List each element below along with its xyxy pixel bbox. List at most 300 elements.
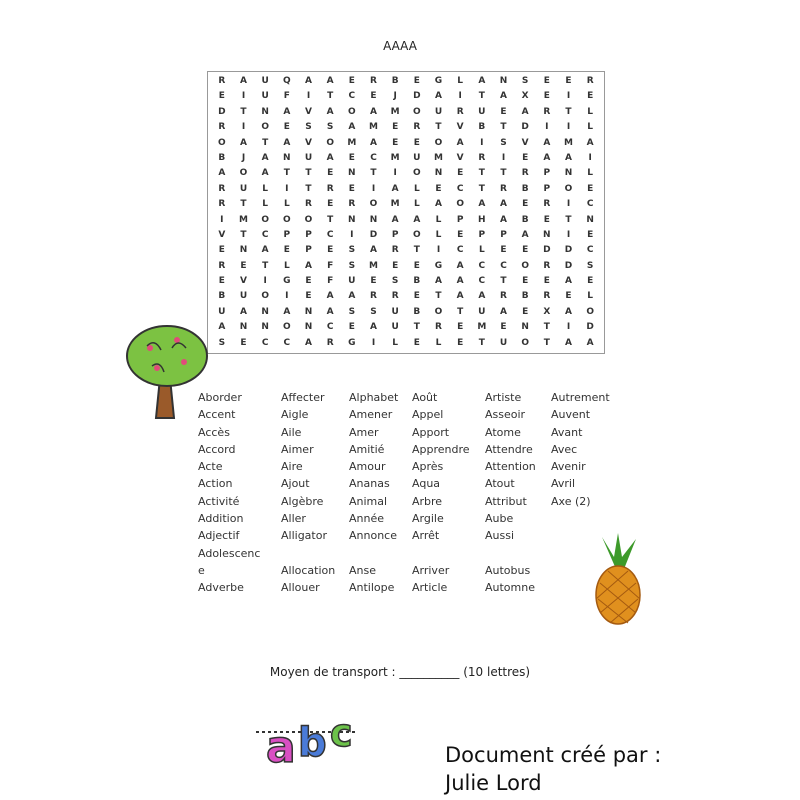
word-item: Attention [485,460,536,474]
grid-cell: B [478,122,486,133]
grid-cell: A [435,199,442,210]
grid-cell: U [261,91,269,102]
grid-cell: P [543,168,551,179]
grid-cell: C [261,337,269,348]
grid-cell: S [521,76,529,86]
grid-cell: E [413,260,420,271]
grid-cell: M [434,152,443,163]
grid-cell: D [369,229,378,240]
grid-cell: A [261,152,269,163]
word-item: Accent [198,408,236,422]
grid-cell: E [392,137,399,148]
grid-cell: C [326,229,334,240]
word-item [281,547,335,564]
grid-cell: A [261,168,269,179]
grid-cell: C [348,91,356,102]
grid-cell: E [392,122,399,133]
grid-cell: R [218,183,226,194]
grid-cell: E [435,183,442,194]
grid-cell: U [304,152,313,163]
grid-cell: A [500,306,507,317]
word-item: Activité [198,494,240,508]
grid-cell: X [521,91,529,102]
grid-cell: E [218,276,225,287]
word-item: Amitié [349,442,385,456]
grid-cell: R [370,76,377,86]
word-item [349,547,398,564]
grid-cell: T [457,306,464,317]
grid-cell: I [566,229,571,240]
grid-cell: C [456,183,464,194]
word-item: Acte [198,460,223,474]
grid-cell: G [434,76,443,86]
grid-cell: E [370,276,377,287]
word-item: Avant [551,425,583,439]
word-item: Appel [412,408,444,422]
word-item: Allouer [281,581,320,595]
grid-cell: H [478,214,486,225]
word-item: Aile [281,425,302,439]
grid-cell: A [456,291,464,302]
grid-cell: O [564,183,573,194]
grid-cell: A [456,137,464,148]
grid-cell: D [413,91,421,102]
word-column [485,391,536,599]
grid-cell: R [218,260,226,271]
grid-cell: R [305,199,312,210]
word-item: Accès [198,425,230,439]
grid-cell: A [326,152,334,163]
grid-cell: N [348,214,356,225]
grid-cell: U [478,306,486,317]
word-item: Attendre [485,442,533,456]
grid-cell: P [456,214,464,225]
word-item: Axe (2) [551,494,591,508]
grid-cell: A [326,76,334,86]
grid-cell: M [564,137,573,148]
grid-cell: P [543,183,551,194]
grid-cell: E [413,337,420,348]
word-column [281,391,335,599]
grid-cell: S [218,337,226,348]
grid-cell: E [500,322,507,333]
word-item: Autobus [485,563,531,577]
grid-cell: A [565,276,572,287]
word-item: Alphabet [349,391,399,404]
grid-cell: A [435,276,442,287]
word-item: Aller [281,512,306,526]
word-item: e [198,563,205,577]
grid-cell: A [348,122,356,133]
word-item: Aire [281,460,303,474]
word-item: Aborder [198,391,242,404]
word-item: Animal [349,494,388,508]
grid-cell: E [522,199,529,210]
grid-cell: A [326,306,334,317]
grid-cell: E [457,168,464,179]
grid-cell: O [434,137,443,148]
grid-cell: T [240,229,247,240]
grid-cell: A [543,137,551,148]
svg-text:a: a [266,722,296,770]
abc-logo [252,706,362,774]
grid-cell: R [456,106,464,117]
grid-cell: A [326,291,334,302]
grid-cell: T [478,183,485,194]
grid-cell: R [413,122,421,133]
grid-cell: T [565,106,572,117]
grid-cell: D [564,260,573,271]
word-item: Action [198,477,233,491]
grid-cell: U [413,152,421,163]
grid-cell: E [587,183,594,194]
word-item: Ananas [349,477,390,491]
credit-author-name: Julie Lord [445,771,542,795]
svg-text:c: c [330,711,353,755]
grid-cell: N [499,76,508,86]
word-item: Antilope [349,581,395,595]
grid-cell: S [500,137,507,148]
grid-cell: T [500,122,507,133]
grid-cell: E [522,245,529,256]
page-title: AAAA [383,39,417,53]
word-item: Aqua [412,477,441,491]
grid-cell: O [412,106,421,117]
grid-cell: P [391,229,399,240]
word-item: Arriver [412,563,450,577]
grid-cell: M [239,214,248,225]
grid-cell: S [391,276,399,287]
grid-cell: R [435,322,442,333]
grid-cell: B [521,291,529,302]
credit-line-1: Document créé par : [445,743,662,767]
grid-cell: R [543,106,551,117]
grid-cell: P [305,229,312,240]
svg-text:b: b [298,720,327,766]
grid-cell: R [391,291,399,302]
grid-cell: A [456,276,464,287]
grid-cell: E [283,245,290,256]
word-item: Article [412,581,448,595]
grid-cell: S [348,306,356,317]
grid-cell: I [306,91,311,102]
grid-cell: R [218,122,226,133]
grid-cell: R [521,168,529,179]
grid-cell: O [326,137,334,148]
grid-cell: V [305,137,312,148]
grid-cell: E [587,91,594,102]
grid-cell: L [262,183,269,194]
grid-cell: I [285,183,289,194]
grid-cell: A [565,337,572,348]
grid-cell: I [436,245,441,256]
grid-cell: O [304,214,313,225]
grid-cell: S [348,245,356,256]
grid-cell: E [543,214,550,225]
grid-cell: T [413,322,420,333]
grid-cell: E [218,91,225,102]
grid-cell: R [500,183,507,194]
grid-cell: I [458,91,462,102]
grid-cell: C [586,199,594,210]
grid-cell: D [218,106,226,117]
grid-cell: I [501,152,506,163]
grid-cell: O [261,214,269,225]
grid-cell: A [543,152,551,163]
grid-cell: L [283,199,290,210]
word-item: Aussi [485,529,515,543]
grid-cell: L [262,199,269,210]
grid-cell: O [261,122,269,133]
grid-cell: N [239,322,248,333]
grid-cell: C [586,245,594,256]
grid-cell: T [327,214,334,225]
word-item: Asseoir [485,408,526,422]
grid-cell: O [412,168,421,179]
grid-cell: A [370,245,377,256]
word-item: Atome [485,425,521,439]
grid-cell: P [283,229,291,240]
grid-cell: A [218,322,226,333]
grid-cell: O [456,199,464,210]
grid-cell: B [218,152,226,163]
grid-cell: F [327,260,334,271]
word-item: Adverbe [198,581,244,595]
grid-cell: L [413,199,420,210]
grid-cell: B [391,76,399,86]
grid-cell: E [522,152,529,163]
grid-cell: R [586,76,594,86]
grid-cell: I [263,276,267,287]
word-item: Avec [551,442,578,456]
grid-cell: I [588,152,592,163]
grid-cell: A [478,291,486,302]
grid-cell: I [371,183,376,194]
grid-cell: J [393,91,397,102]
word-item: Aube [485,512,514,526]
grid-cell: G [348,337,356,348]
grid-cell: D [543,245,551,256]
grid-cell: I [393,168,397,179]
grid-cell: O [586,306,594,317]
word-item: Alligator [281,529,327,543]
grid-cell: T [543,337,550,348]
word-item: Anse [349,563,376,577]
grid-cell: L [587,122,594,133]
grid-cell: B [218,291,226,302]
grid-cell: I [566,122,571,133]
grid-cell: A [586,337,594,348]
grid-cell: A [456,260,464,271]
grid-cell: P [500,229,507,240]
grid-cell: O [282,322,291,333]
grid-cell: O [239,168,248,179]
grid-cell: N [564,168,573,179]
grid-cell: C [456,245,464,256]
grid-cell: N [434,168,443,179]
grid-cell: I [220,214,224,225]
grid-cell: T [478,91,485,102]
word-item: Argile [412,512,444,526]
grid-cell: E [413,76,420,86]
grid-cell: T [478,168,485,179]
riddle-question: Moyen de transport : __________ (10 lettres) [269,665,531,679]
grid-cell: E [565,291,572,302]
grid-cell: A [586,137,594,148]
grid-cell: E [500,106,507,117]
grid-cell: D [586,322,594,333]
grid-cell: E [392,260,399,271]
word-item: Apprendre [412,442,470,456]
grid-cell: R [543,260,551,271]
grid-cell: N [239,245,248,256]
grid-cell: A [521,229,529,240]
grid-cell: L [435,337,442,348]
word-item: Adolescenc [198,546,261,560]
grid-cell: U [391,306,399,317]
grid-cell: R [500,291,507,302]
grid-cell: N [261,322,269,333]
grid-cell: I [566,322,571,333]
grid-cell: T [370,168,377,179]
grid-cell: E [370,91,377,102]
grid-cell: E [413,137,420,148]
grid-cell: M [477,322,487,333]
grid-cell: R [543,199,551,210]
grid-cell: C [478,276,486,287]
grid-cell: V [218,229,226,240]
grid-cell: E [565,76,572,86]
grid-cell: O [218,137,226,148]
grid-cell: N [521,322,529,333]
grid-cell: M [390,199,400,210]
grid-cell: E [240,337,247,348]
grid-cell: N [283,152,291,163]
grid-cell: A [240,76,247,86]
grid-cell: L [587,106,594,117]
grid-cell: N [369,214,378,225]
word-item: Automne [485,581,535,595]
grid-cell: S [305,122,312,133]
grid-cell: E [283,122,290,133]
word-item: Addition [198,512,244,526]
grid-cell: O [282,214,291,225]
grid-cell: A [305,76,312,86]
word-item: Aimer [281,442,314,456]
grid-cell: U [218,306,226,317]
grid-cell: E [327,245,334,256]
grid-cell: E [348,183,355,194]
grid-cell: A [565,306,572,317]
grid-cell: F [283,91,290,102]
word-item: Autrement [551,391,610,404]
grid-cell: E [305,291,312,302]
grid-cell: A [370,322,377,333]
word-item: Amour [349,460,386,474]
grid-cell: R [478,152,486,163]
author-credit [445,741,661,797]
grid-cell: T [500,168,507,179]
grid-cell: A [240,306,247,317]
grid-cell: I [371,337,376,348]
grid-cell: R [326,337,334,348]
grid-cell: M [390,152,400,163]
word-item: Atout [485,477,515,491]
grid-cell: U [478,106,486,117]
grid-cell: B [521,214,529,225]
word-item [485,547,536,564]
grid-cell: N [261,106,269,117]
grid-cell: E [413,291,420,302]
word-item: Avenir [551,460,586,474]
grid-cell: N [586,214,594,225]
grid-cell: T [565,214,572,225]
grid-cell: E [348,322,355,333]
word-column [412,391,470,599]
grid-cell: C [283,337,291,348]
grid-cell: O [347,106,356,117]
word-item: Arbre [412,494,443,508]
grid-cell: M [390,106,400,117]
grid-cell: B [413,306,421,317]
grid-cell: A [370,106,377,117]
grid-cell: I [480,137,484,148]
grid-cell: N [304,306,313,317]
grid-cell: P [305,245,312,256]
grid-cell: T [435,291,442,302]
word-item: Attribut [485,494,527,508]
grid-cell: T [435,122,442,133]
grid-cell: C [500,260,507,271]
grid-cell: A [413,214,421,225]
grid-cell: L [478,245,485,256]
grid-cell: T [327,91,334,102]
grid-cell: U [391,322,399,333]
grid-cell: L [283,260,290,271]
grid-cell: O [261,291,269,302]
grid-cell: M [369,260,378,271]
grid-cell: E [587,276,594,287]
grid-cell: V [521,137,529,148]
grid-cell: L [457,76,464,86]
grid-cell: A [500,199,507,210]
word-item: Allocation [281,563,336,577]
grid-cell: C [261,229,269,240]
grid-cell: A [305,260,312,271]
word-column [198,391,260,599]
pineapple-illustration [588,533,648,631]
grid-cell: A [500,214,507,225]
grid-cell: E [348,152,355,163]
grid-cell: E [500,245,507,256]
grid-cell: A [283,106,291,117]
grid-cell: C [326,322,334,333]
grid-cell: O [521,260,529,271]
grid-cell: U [348,276,356,287]
grid-cell: A [283,306,291,317]
grid-cell: X [543,306,551,317]
word-item: Aigle [281,408,309,422]
word-item: Amener [349,408,393,422]
grid-cell: R [218,199,226,210]
grid-cell: A [326,106,334,117]
grid-cell: B [521,183,529,194]
grid-cell: U [239,291,248,302]
grid-cell: V [240,276,247,287]
grid-cell: P [478,229,486,240]
grid-cell: D [564,245,573,256]
word-item: Annonce [349,529,397,543]
